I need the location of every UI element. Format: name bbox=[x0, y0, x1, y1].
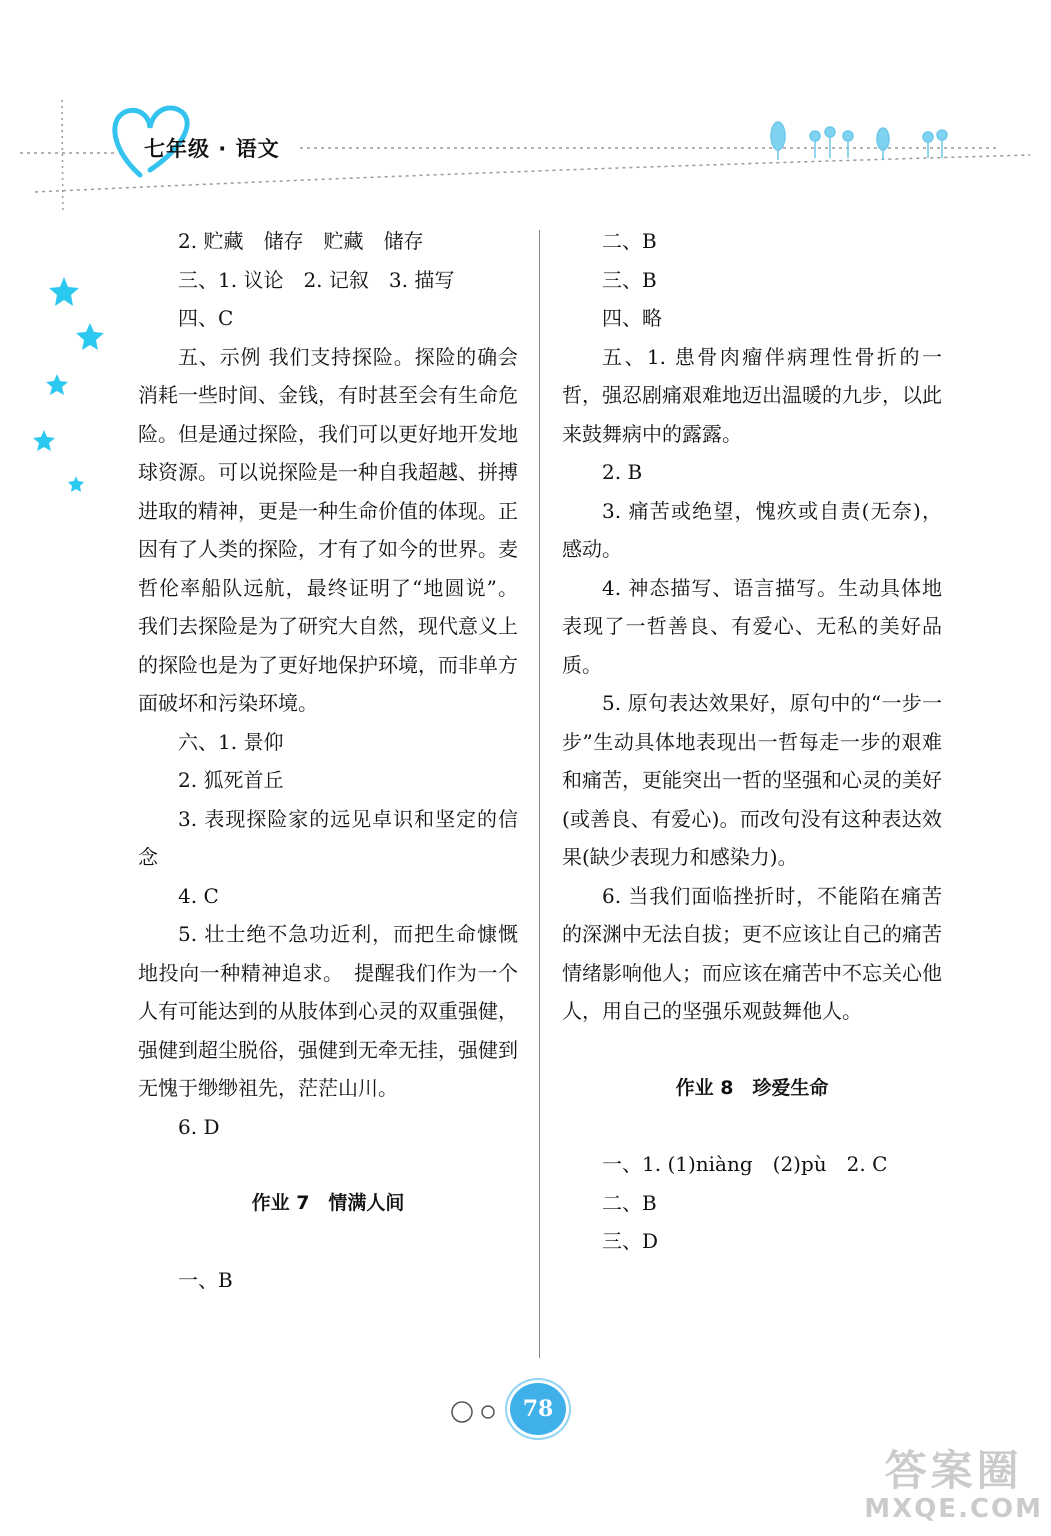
circle-icon bbox=[482, 1406, 494, 1418]
answer-paragraph: 五、1. 患骨肉瘤伴病理性骨折的一哲，强忍剧痛艰难地迈出温暖的九步，以此来鼓舞病中的露露。 bbox=[562, 344, 942, 446]
section-title-homework-7: 作业 7 情满人间 bbox=[251, 1192, 405, 1214]
answer-line: 二、B bbox=[602, 1190, 657, 1215]
answer-paragraph: 五、示例 我们支持探险。探险的确会消耗一些时间、金钱，有时甚至会有生命危险。但是通过探险，我们可以更好地开发地球资源。可以说探险是一种自我超越、拼搏进取的精神，更是一种生命价值的体现。正因有了人类的探险，才有了如今的世界。麦哲伦率船队远航，最终证明了“地圆说”。我们去探险是为了研究大自然，现代意义上的探险也是为了更好地保护环境，而非单方面破坏和污染环境。 bbox=[138, 344, 518, 715]
answer-line: 六、1. 景仰 bbox=[178, 729, 284, 754]
answer-line: 6. D bbox=[178, 1114, 220, 1139]
section-title-homework-8: 作业 8 珍爱生命 bbox=[675, 1076, 829, 1099]
answer-paragraph: 3. 表现探险家的远见卓识和坚定的信念 bbox=[138, 806, 518, 869]
watermark-text-en: MXQE.COM bbox=[864, 1494, 1043, 1524]
right-column bbox=[562, 222, 942, 1261]
spacer bbox=[138, 1146, 518, 1184]
circle-icon bbox=[452, 1402, 472, 1422]
answer-line: 三、B bbox=[602, 267, 657, 292]
answer-paragraph: 5. 原句表达效果好，原句中的“一步一步”生动具体地表现出一哲每走一步的艰难和痛苦，更能突出一哲的坚强和心灵的美好(或善良、有爱心)。而改句没有这种表达效果(缺少表现力和感染力)。 bbox=[562, 691, 942, 869]
column-divider bbox=[539, 230, 540, 1358]
answer-line: 4. C bbox=[178, 883, 219, 908]
watermark-text-cn: 答案圈 bbox=[884, 1446, 1023, 1495]
answer-line: 2. 贮藏 储存 贮藏 储存 bbox=[178, 229, 424, 253]
page-number-badge: 78 bbox=[510, 1383, 566, 1435]
header-decoration bbox=[0, 0, 1051, 210]
spacer bbox=[562, 1107, 942, 1145]
answer-paragraph: 3. 痛苦或绝望，愧疚或自责(无奈)，感动。 bbox=[562, 498, 942, 561]
grade-subject-title: 七年级 · 语文 bbox=[144, 137, 280, 161]
answer-line: 2. 狐死首丘 bbox=[178, 768, 284, 792]
spacer bbox=[138, 1223, 518, 1261]
star-icon bbox=[46, 374, 68, 395]
answer-line: 四、略 bbox=[602, 306, 662, 330]
page-header bbox=[0, 0, 1051, 210]
answer-paragraph: 6. 当我们面临挫折时，不能陷在痛苦的深渊中无法自拔；更不应该让自己的痛苦情绪影响他人；而应该在痛苦中不忘关心他人，用自己的坚强乐观鼓舞他人。 bbox=[562, 883, 942, 1023]
answer-line: 四、C bbox=[178, 306, 234, 330]
trees-icon bbox=[771, 122, 947, 160]
star-icon bbox=[76, 323, 104, 350]
answer-line: 一、B bbox=[178, 1267, 233, 1292]
answer-paragraph: 4. 神态描写、语言描写。生动具体地表现了一哲善良、有爱心、无私的美好品质。 bbox=[562, 575, 942, 677]
star-icon bbox=[68, 476, 84, 492]
answer-line: 一、1. (1)niàng (2)pù 2. C bbox=[602, 1152, 888, 1176]
left-column bbox=[138, 222, 518, 1299]
answer-line: 2. B bbox=[602, 460, 643, 484]
star-icon bbox=[33, 430, 55, 451]
answer-paragraph: 5. 壮士绝不急功近利，而把生命慷慨地投向一种精神追求。 提醒我们作为一个人有可能达到的从肢体到心灵的双重强健，强健到超尘脱俗，强健到无牵无挂，强健到无愧于缈缈祖先，茫茫山川。 bbox=[138, 922, 518, 1100]
answer-line: 三、1. 议论 2. 记叙 3. 描写 bbox=[178, 267, 455, 292]
spacer bbox=[562, 1031, 942, 1069]
watermark bbox=[864, 1448, 1043, 1524]
stars-decoration bbox=[0, 0, 120, 520]
answer-line: 三、D bbox=[602, 1229, 659, 1253]
answer-line: 二、B bbox=[602, 229, 657, 253]
star-icon bbox=[49, 277, 79, 306]
